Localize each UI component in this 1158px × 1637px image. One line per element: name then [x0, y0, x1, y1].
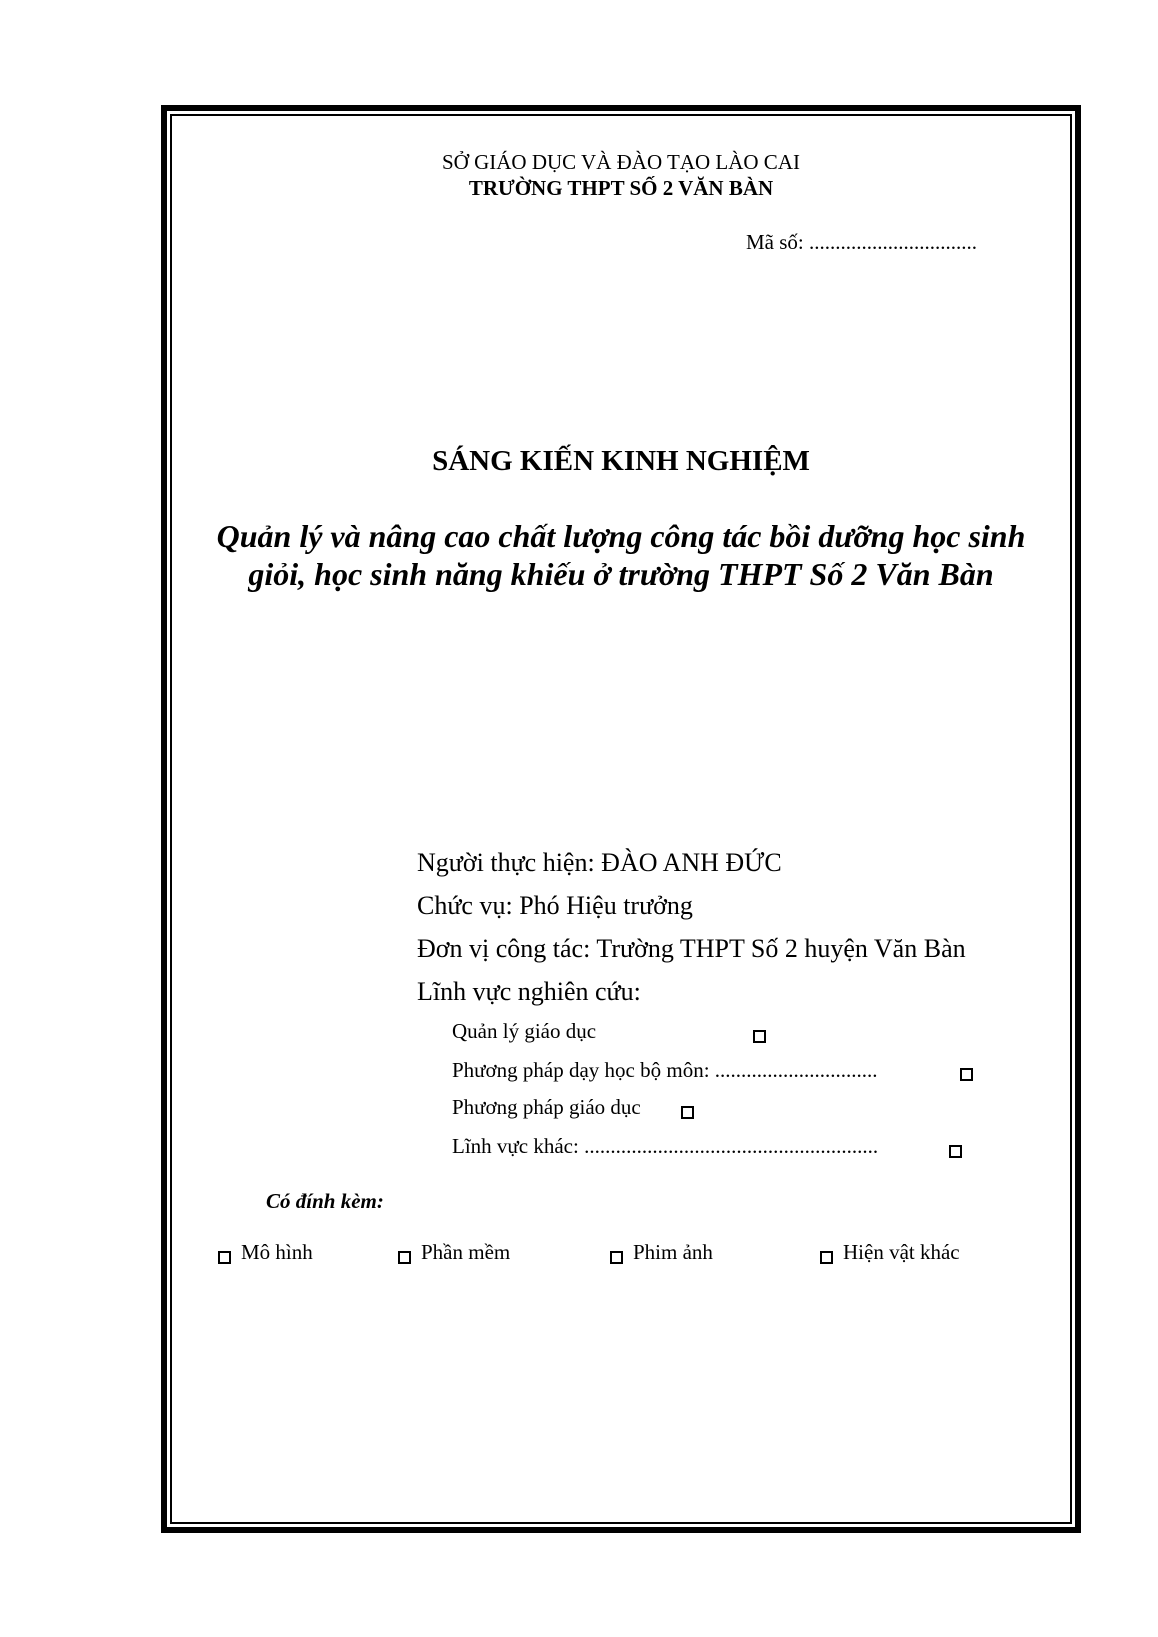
checkbox-other-field[interactable] [949, 1145, 962, 1158]
department-name: SỞ GIÁO DỤC VÀ ĐÀO TẠO LÀO CAI [442, 150, 800, 174]
inner-page-border [170, 114, 1072, 1524]
attachment-film: Phim ảnh [633, 1240, 713, 1264]
code-number: Mã số: ................................ [746, 230, 977, 254]
checkbox-film[interactable] [610, 1251, 623, 1264]
field-option-management: Quản lý giáo dục [452, 1019, 597, 1043]
position-line: Chức vụ: Phó Hiệu trưởng [417, 891, 693, 920]
attachment-software: Phần mềm [421, 1240, 511, 1264]
checkbox-model[interactable] [218, 1251, 231, 1264]
research-field-label: Lĩnh vực nghiên cứu: [417, 977, 641, 1006]
field-option-teaching-method: Phương pháp dạy học bộ môn: ............................... [452, 1058, 878, 1082]
checkbox-education-method[interactable] [681, 1106, 694, 1119]
subtitle-line-1: Quản lý và nâng cao chất lượng công tác bồi dưỡng học sinh [216, 518, 1026, 554]
checkbox-teaching-method[interactable] [960, 1068, 973, 1081]
work-unit-line: Đơn vị công tác: Trường THPT Số 2 huyện Văn Bàn [417, 934, 966, 963]
author-line: Người thực hiện: ĐÀO ANH ĐỨC [417, 848, 782, 877]
checkbox-other-item[interactable] [820, 1251, 833, 1264]
attachments-label: Có đính kèm: [266, 1189, 384, 1213]
checkbox-management[interactable] [753, 1030, 766, 1043]
field-option-education-method: Phương pháp giáo dục [452, 1095, 641, 1119]
school-name: TRƯỜNG THPT SỐ 2 VĂN BÀN [468, 176, 774, 200]
checkbox-software[interactable] [398, 1251, 411, 1264]
field-option-other: Lĩnh vực khác: ........................................................ [452, 1134, 879, 1158]
subtitle-line-2: giỏi, học sinh năng khiếu ở trường THPT Số 2 Văn Bàn [248, 556, 994, 592]
attachment-other-item: Hiện vật khác [843, 1240, 960, 1264]
document-title: SÁNG KIẾN KINH NGHIỆM [432, 445, 810, 477]
attachment-model: Mô hình [241, 1240, 313, 1264]
